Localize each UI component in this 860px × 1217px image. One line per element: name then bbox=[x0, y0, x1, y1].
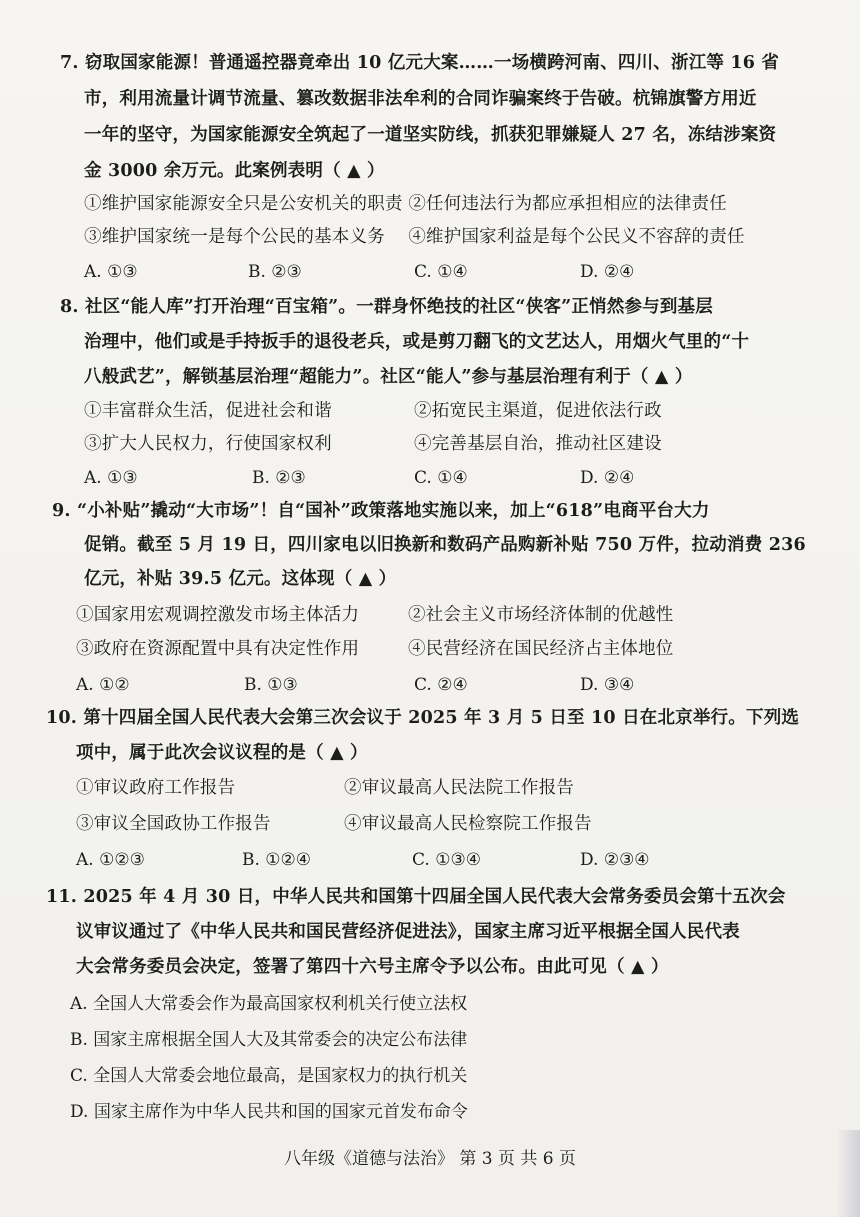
q10-option-a[interactable]: A. ①②③ bbox=[76, 850, 145, 870]
q10-statement-4: ④审议最高人民检察院工作报告 bbox=[344, 814, 592, 834]
q8-line-2: 治理中，他们或是手持扳手的退役老兵，或是剪刀翻飞的文艺达人，用烟火气里的“十 bbox=[84, 332, 750, 352]
q9-option-b[interactable]: B. ①③ bbox=[244, 675, 298, 695]
q11-line-2: 议审议通过了《中华人民共和国民营经济促进法》，国家主席习近平根据全国人民代表 bbox=[76, 922, 740, 942]
q8-statement-2: ②拓宽民主渠道，促进依法行政 bbox=[414, 401, 662, 421]
q9-line-3: 亿元，补贴 39.5 亿元。这体现（ ▲ ） bbox=[84, 569, 397, 589]
q9-line-2: 促销。截至 5 月 19 日，四川家电以旧换新和数码产品购新补贴 750 万件，拉动消费 236 bbox=[84, 535, 806, 555]
q9-statement-3: ③政府在资源配置中具有决定性作用 bbox=[76, 639, 360, 659]
q11-line-3: 大会常务委员会决定，签署了第四十六号主席令予以公布。由此可见（ ▲ ） bbox=[76, 957, 669, 977]
q11-option-a[interactable]: A. 全国人大常委会作为最高国家权利机关行使立法权 bbox=[70, 994, 468, 1014]
q7-line-3: 一年的坚守，为国家能源安全筑起了一道坚实防线，抓获犯罪嫌疑人 27 名，冻结涉案资 bbox=[84, 125, 777, 145]
q11-option-c[interactable]: C. 全国人大常委会地位最高，是国家权力的执行机关 bbox=[70, 1066, 468, 1086]
q9-option-a[interactable]: A. ①② bbox=[76, 675, 130, 695]
q10-line-2: 项中，属于此次会议议程的是（ ▲ ） bbox=[76, 743, 368, 763]
q7-option-b[interactable]: B. ②③ bbox=[248, 262, 302, 282]
q9-statement-4: ④民营经济在国民经济占主体地位 bbox=[408, 639, 674, 659]
q7-option-d[interactable]: D. ②④ bbox=[580, 262, 635, 282]
q10-statement-3: ③审议全国政协工作报告 bbox=[76, 814, 271, 834]
q7-line-2: 市，利用流量计调节流量、篡改数据非法牟利的合同诈骗案终于告破。杭锦旗警方用近 bbox=[84, 89, 757, 109]
q10-line-1: 10. 第十四届全国人民代表大会第三次会议于 2025 年 3 月 5 日至 10 日在北京举行。下列选 bbox=[46, 708, 800, 728]
q9-statement-1: ①国家用宏观调控激发市场主体活力 bbox=[76, 605, 360, 625]
q8-line-1: 8. 社区“能人库”打开治理“百宝箱”。一群身怀绝技的社区“侠客”正悄然参与到基层 bbox=[60, 297, 713, 317]
q11-line-1: 11. 2025 年 4 月 30 日，中华人民共和国第十四届全国人民代表大会常务委员会第十五次会 bbox=[46, 887, 786, 907]
q10-option-c[interactable]: C. ①③④ bbox=[412, 850, 481, 870]
q7-statement-1: ①维护国家能源安全只是公安机关的职责 ②任何违法行为都应承担相应的法律责任 bbox=[84, 194, 727, 214]
q8-option-a[interactable]: A. ①③ bbox=[84, 468, 138, 488]
q10-statement-1: ①审议政府工作报告 bbox=[76, 778, 236, 798]
q7-statement-2: ③维护国家统一是每个公民的基本义务 ④维护国家利益是每个公民义不容辞的责任 bbox=[84, 227, 745, 247]
q7-line-4: 金 3000 余万元。此案例表明（ ▲ ） bbox=[84, 161, 385, 181]
q8-line-3: 八般武艺”，解锁基层治理“超能力”。社区“能人”参与基层治理有利于（ ▲ ） bbox=[84, 367, 693, 387]
scan-edge-shadow bbox=[836, 1130, 860, 1217]
q9-option-d[interactable]: D. ③④ bbox=[580, 675, 635, 695]
q8-option-c[interactable]: C. ①④ bbox=[414, 468, 468, 488]
q8-statement-1: ①丰富群众生活，促进社会和谐 bbox=[84, 401, 332, 421]
q9-line-1: 9. “小补贴”撬动“大市场”！自“国补”政策落地实施以来，加上“618”电商平台大力 bbox=[52, 501, 710, 521]
q10-option-d[interactable]: D. ②③④ bbox=[580, 850, 650, 870]
page-footer: 八年级《道德与法治》 第 3 页 共 6 页 bbox=[283, 1149, 577, 1169]
q7-option-a[interactable]: A. ①③ bbox=[84, 262, 138, 282]
q7-line-1: 7. 窃取国家能源！普通遥控器竟牵出 10 亿元大案……一场横跨河南、四川、浙江等 16 省 bbox=[60, 53, 780, 73]
q8-statement-4: ④完善基层自治，推动社区建设 bbox=[414, 434, 662, 454]
q8-option-d[interactable]: D. ②④ bbox=[580, 468, 635, 488]
q10-statement-2: ②审议最高人民法院工作报告 bbox=[344, 778, 575, 798]
q9-option-c[interactable]: C. ②④ bbox=[414, 675, 468, 695]
q11-option-b[interactable]: B. 国家主席根据全国人大及其常委会的决定公布法律 bbox=[70, 1030, 468, 1050]
q8-statement-3: ③扩大人民权力，行使国家权利 bbox=[84, 434, 332, 454]
q10-option-b[interactable]: B. ①②④ bbox=[242, 850, 312, 870]
q9-statement-2: ②社会主义市场经济体制的优越性 bbox=[408, 605, 674, 625]
q11-option-d[interactable]: D. 国家主席作为中华人民共和国的国家元首发布命令 bbox=[70, 1102, 468, 1122]
q8-option-b[interactable]: B. ②③ bbox=[252, 468, 306, 488]
q7-option-c[interactable]: C. ①④ bbox=[414, 262, 468, 282]
